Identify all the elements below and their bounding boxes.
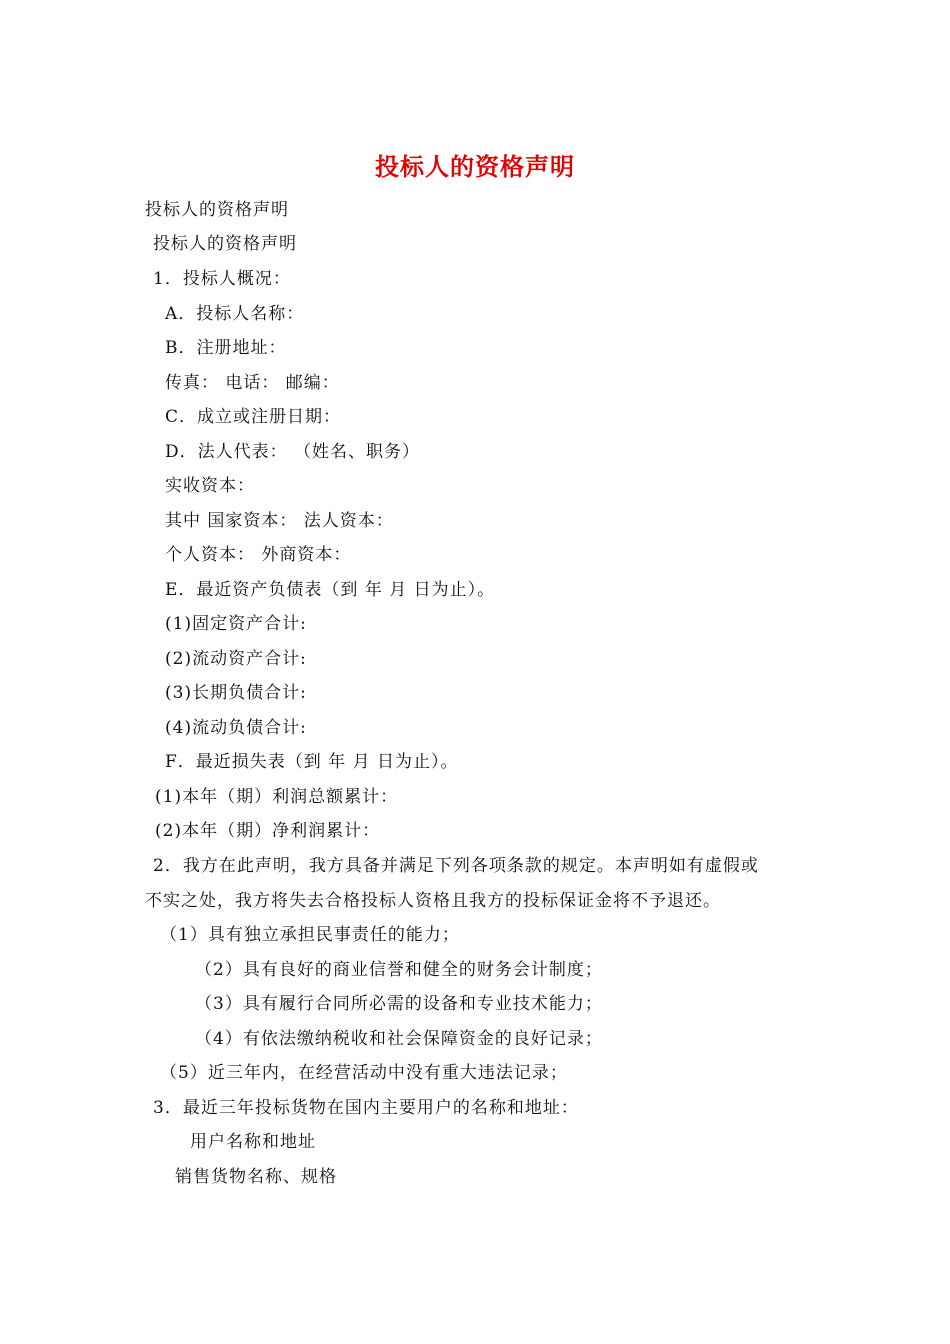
document-title: 投标人的资格声明: [375, 152, 575, 181]
text-line-7: C．成立或注册日期：: [165, 407, 342, 427]
text-line-19: (2)本年（期）净利润累计：: [155, 821, 381, 841]
text-line-24: （3）具有履行合同所必需的设备和专业技术能力；: [195, 994, 603, 1014]
text-line-8: D．法人代表： （姓名、职务）: [165, 442, 421, 462]
text-line-14: (2)流动资产合计:: [165, 649, 307, 669]
text-line-15: (3)长期负债合计:: [165, 683, 307, 703]
text-line-6: 传真： 电话： 邮编：: [165, 373, 340, 393]
text-line-13: (1)固定资产合计:: [165, 614, 307, 634]
text-line-16: (4)流动负债合计:: [165, 718, 307, 738]
text-line-2: 投标人的资格声明: [153, 234, 297, 254]
text-line-21: 不实之处，我方将失去合格投标人资格且我方的投标保证金将不予退还。: [145, 891, 721, 911]
text-line-23: （2）具有良好的商业信誉和健全的财务会计制度；: [195, 960, 603, 980]
text-line-25: （4）有依法缴纳税收和社会保障资金的良好记录；: [195, 1029, 603, 1049]
text-line-26: （5）近三年内，在经营活动中没有重大违法记录；: [160, 1063, 568, 1083]
text-line-3: 1．投标人概况：: [153, 269, 291, 289]
text-line-29: 销售货物名称、规格: [175, 1167, 337, 1187]
text-line-1: 投标人的资格声明: [145, 200, 289, 220]
text-line-5: B．注册地址：: [165, 338, 287, 358]
text-line-20: 2．我方在此声明，我方具备并满足下列各项条款的规定。本声明如有虚假或: [153, 856, 759, 876]
text-line-28: 用户名称和地址: [190, 1132, 316, 1152]
text-line-18: (1)本年（期）利润总额累计：: [155, 787, 399, 807]
text-line-4: A．投标人名称：: [165, 304, 305, 324]
text-line-22: （1）具有独立承担民事责任的能力；: [160, 925, 460, 945]
text-line-12: E．最近资产负债表（到 年 月 日为止）。: [165, 580, 496, 600]
text-line-9: 实收资本：: [165, 476, 255, 496]
text-line-11: 个人资本： 外商资本：: [165, 545, 352, 565]
text-line-10: 其中 国家资本： 法人资本：: [165, 511, 394, 531]
text-line-27: 3．最近三年投标货物在国内主要用户的名称和地址：: [153, 1098, 579, 1118]
text-line-17: F．最近损失表（到 年 月 日为止）。: [165, 752, 459, 772]
